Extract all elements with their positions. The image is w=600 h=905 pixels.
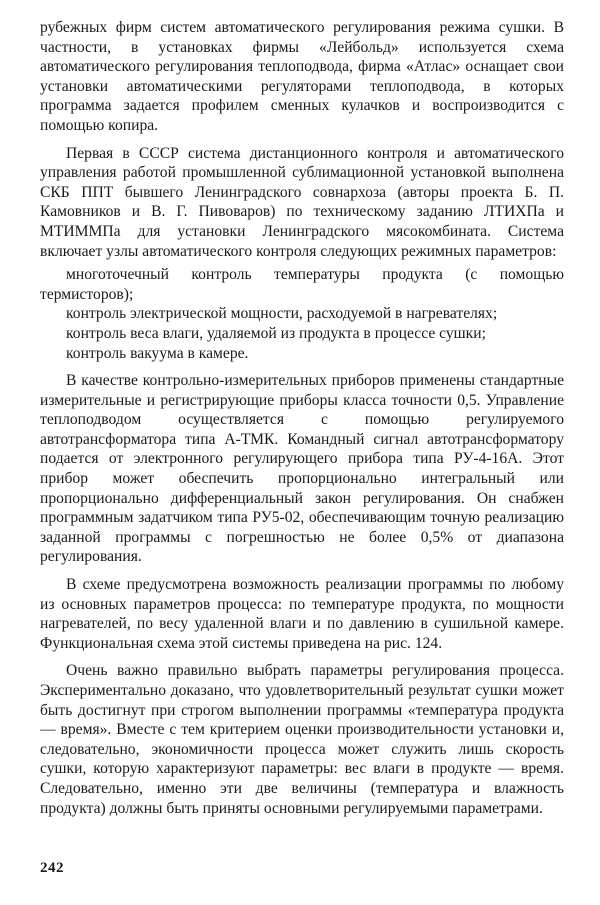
list-item-3: контроль веса влаги, удаляемой из продукта в процессе сушки; [66,324,486,342]
list-item-1: многоточечный контроль температуры продукта (с помощью термисторов); [40,266,564,303]
paragraph-2: Первая в СССР система дистанционного контроля и автоматического управления работой промышленной сублимационной установкой выполнена СКБ ППТ бывшего Ленинградского совнархоза (авторы проекта Б. П. Камовников и В. Г. Пивоваров) по техническому заданию ЛТИХПа и МТИММПа для установки Ленинградского мясокомбината. Система включает узлы автоматического контроля следующих режимных параметров: [40,144,564,260]
page-body [40,18,564,818]
paragraph-3: В качестве контрольно-измерительных приборов применены стандартные измерительные и регистрирующие приборы класса точности 0,5. Управление теплоподводом осуществляется с помощью регулируемого автотрансформатора типа А-ТМК. Командный сигнал автотрансформатору подается от электронного регулирующего прибора типа РУ-4-16А. Этот прибор может обеспечить пропорционально интегральный или пропорционально дифференциальный закон регулирования. Он снабжен программным задатчиком типа РУ5-02, обеспечивающим точную реализацию заданной программы с погрешностью не более 0,5% от диапазона регулирования. [40,372,564,566]
paragraph-5: Очень важно правильно выбрать параметры регулирования процесса. Экспериментально доказано, что удовлетворительный результат сушки может быть достигнут при строгом выполнении программы «температура продукта — время». Вместе с тем критерием оценки производительности установки и, следовательно, экономичности процесса может служить лишь скорость сушки, которую характеризуют параметры: вес влаги в продукте — время. Следовательно, именно эти две величины (температура и влажность продукта) должны быть приняты основными регулируемыми параметрами. [40,662,564,817]
list-item-4: контроль вакуума в камере. [66,344,249,362]
page-number: 242 [40,860,64,876]
paragraph-1: рубежных фирм систем автоматического регулирования режима сушки. В частности, в установках фирмы «Лейбольд» используется схема автоматического регулирования теплоподвода, фирма «Атлас» оснащает свои установки автоматическими регуляторами теплоподвода, в которых программа задается профилем сменных кулачков и воспроизводится с помощью копира. [40,19,564,134]
paragraph-4: В схеме предусмотрена возможность реализации программы по любому из основных параметров процесса: по температуре продукта, по мощности нагревателей, по весу удаленной влаги и по давлению в сушильной камере. Функциональная схема этой системы приведена на рис. 124. [40,576,564,652]
list-item-2: контроль электрической мощности, расходуемой в нагревателях; [66,305,498,323]
